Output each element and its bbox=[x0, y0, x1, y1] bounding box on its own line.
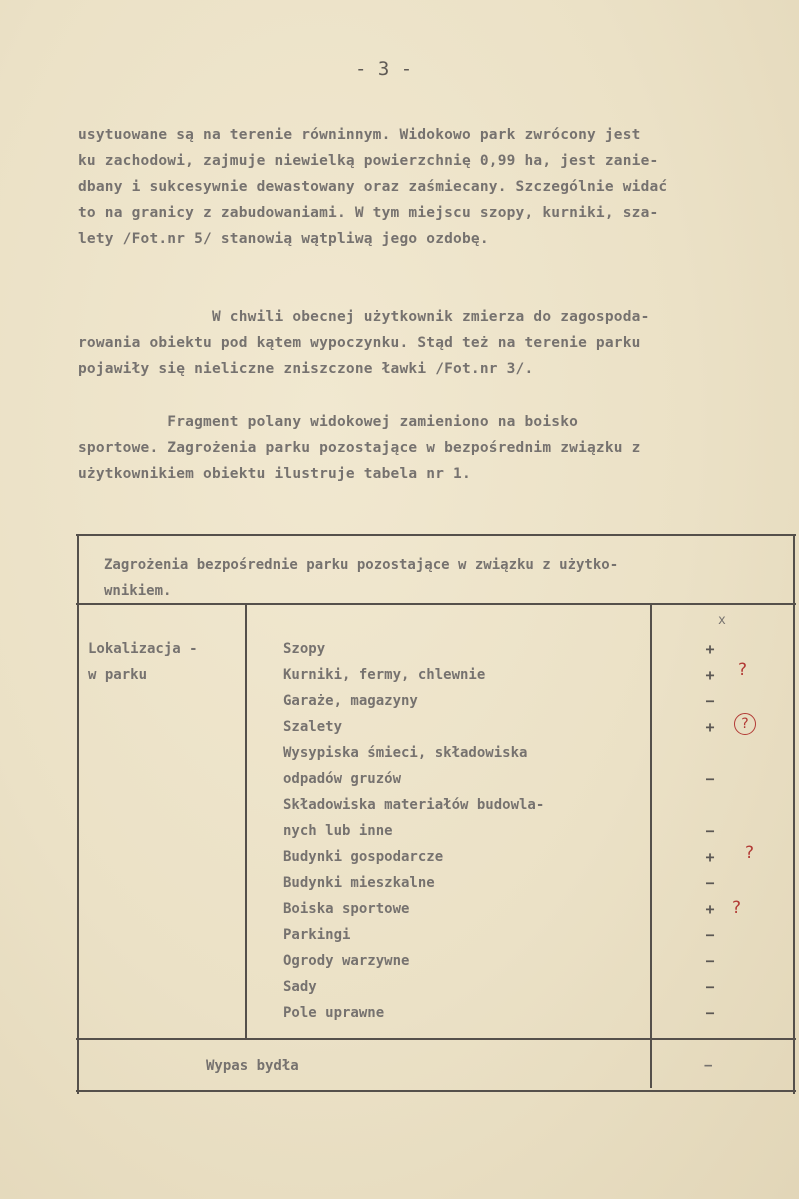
table-bottom-border bbox=[76, 1090, 796, 1092]
list-item: Kurniki, fermy, chlewnie bbox=[283, 667, 486, 683]
location-label: Lokalizacja - w parku bbox=[88, 641, 198, 683]
list-item: Szopy bbox=[283, 641, 326, 657]
mark-value bbox=[700, 740, 720, 766]
table-column-divider-right bbox=[650, 603, 652, 1088]
list-item: Parkingi bbox=[283, 927, 351, 943]
mark-value: + bbox=[705, 640, 715, 658]
table-heading: Zagrożenia bezpośrednie parku pozostające w związku z użytko- wnikiem. bbox=[104, 557, 619, 599]
table-column-divider-left bbox=[245, 603, 247, 1038]
list-item: Garaże, magazyny bbox=[283, 693, 418, 709]
bottom-row-mark: − bbox=[704, 1058, 713, 1074]
list-item: Boiska sportowe bbox=[283, 901, 410, 917]
mark-value: − bbox=[705, 874, 715, 892]
question-mark-annotation: ? bbox=[738, 660, 748, 680]
mark-column bbox=[700, 636, 720, 1026]
list-item: Budynki gospodarcze bbox=[283, 849, 444, 865]
mark-value bbox=[700, 792, 720, 818]
mark-value: − bbox=[705, 952, 715, 970]
list-item: Sady bbox=[283, 979, 317, 995]
paragraph-2: W chwili obecnej użytkownik zmierza do zagospoda- rowania obiektu pod kątem wypoczynku. Stąd też na terenie parku pojawiły się nieliczne zniszczone ławki /Fot.nr 3/. bbox=[78, 309, 650, 377]
paragraph-3: Fragment polany widokowej zamieniono na boisko sportowe. Zagrożenia parku pozostające w bezpośrednim związku z użytkownikiem obiektu ilustruje tabela nr 1. bbox=[78, 414, 641, 482]
circled-question-text: ? bbox=[741, 716, 749, 732]
list-item: Ogrody warzywne bbox=[283, 953, 410, 969]
question-mark-annotation: ? bbox=[732, 898, 742, 918]
threat-list bbox=[283, 636, 544, 1026]
mark-value: − bbox=[705, 1004, 715, 1022]
mark-value: − bbox=[705, 978, 715, 996]
circled-question-annotation bbox=[734, 713, 756, 735]
list-item: Budynki mieszkalne bbox=[283, 875, 435, 891]
list-item: Składowiska materiałów budowla- bbox=[283, 797, 545, 813]
page-number: - 3 - bbox=[355, 58, 413, 80]
mark-value: − bbox=[705, 926, 715, 944]
table-left-border bbox=[77, 534, 79, 1094]
mark-value: + bbox=[705, 666, 715, 684]
mark-value: − bbox=[705, 822, 715, 840]
mark-value: + bbox=[705, 848, 715, 866]
list-item: Pole uprawne bbox=[283, 1005, 385, 1021]
list-item: odpadów gruzów bbox=[283, 771, 402, 787]
list-item: Szalety bbox=[283, 719, 343, 735]
mark-value: + bbox=[705, 718, 715, 736]
list-item: Wysypiska śmieci, składowiska bbox=[283, 745, 528, 761]
column-x-label: x bbox=[718, 613, 726, 628]
mark-value: − bbox=[705, 770, 715, 788]
question-mark-annotation: ? bbox=[745, 843, 755, 863]
bottom-row-label: Wypas bydła bbox=[206, 1058, 299, 1074]
paragraph-1: usytuowane są na terenie równinnym. Widokowo park zwrócony jest ku zachodowi, zajmuje niewielką powierzchnię 0,99 ha, jest zanie- dbany i sukcesywnie dewastowany oraz zaśmiecany. Szczególnie widać to na granicy z zabudowaniami. W tym miejscu szopy, kurniki, sza- lety /Fot.nr 5/ stanowią wątpliwą jego ozdobę. bbox=[78, 127, 668, 247]
table-right-border bbox=[793, 534, 795, 1094]
table-top-border bbox=[76, 534, 796, 536]
table-row-divider bbox=[76, 1038, 796, 1040]
list-item: nych lub inne bbox=[283, 823, 393, 839]
mark-value: − bbox=[705, 692, 715, 710]
mark-value: + bbox=[705, 900, 715, 918]
